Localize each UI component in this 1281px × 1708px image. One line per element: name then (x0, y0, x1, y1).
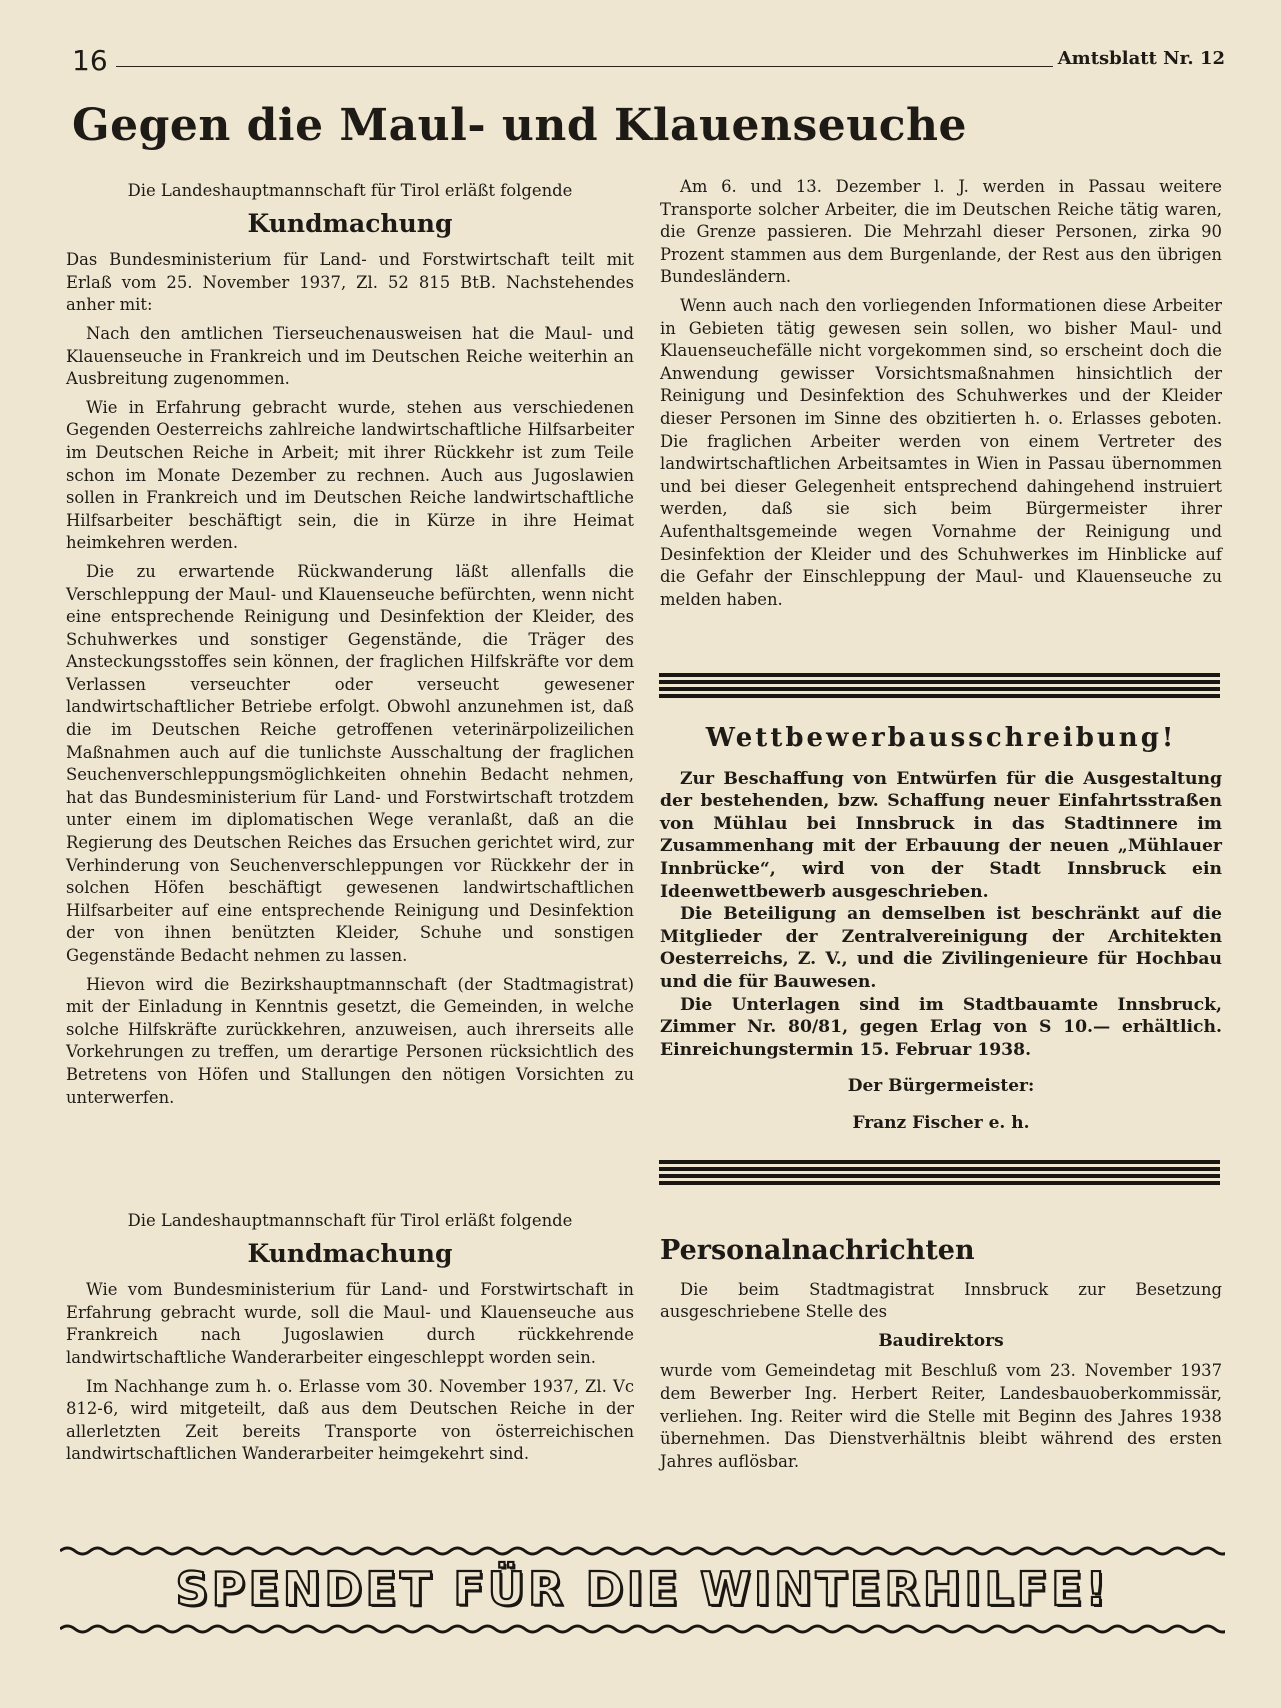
winterhilfe-banner (60, 1545, 1225, 1635)
header-rule (116, 66, 1053, 67)
signatory-name: Franz Fischer e. h. (852, 1112, 1030, 1133)
notice-1-paragraph: Die zu erwartende Rückwanderung läßt allenfalls die Verschleppung der Maul- und Klauenseuche befürchten, wenn nicht eine entsprechende Reinigung und Desinfektion der Kleider, des Schuhwerkes und sonstiger Gegenstände, die Träger des Ansteckungsstoffes sein können, der fraglichen Hilfskräfte vor dem Verlassen verseuchter oder verseucht gewesener landwirtschaftlicher Betriebe erfolgt. Obwohl anzunehmen ist, daß die im Deutschen Reiche getroffenen veterinärpolizeilichen Maßnahmen auch auf die tunlichste Ausschaltung der fraglichen Seuchenverschleppungsmöglichkeiten ohnehin Bedacht nehmen, hat das Bundesministerium für Land- und Forstwirtschaft trotzdem unter einem im diplomatischen Wege veranlaßt, daß an die Regierung des Deutschen Reiches das Ersuchen gerichtet wird, zur Verhinderung von Seuchenverschleppungen vor Rückkehr der in solchen Höfen beschäftigt gewesenen landwirtschaftlichen Hilfsarbeiter auf eine entsprechende Reinigung und Desinfektion der von ihnen benützten Kleider, Schuhe und sonstigen Gegenstände Bedacht nehmen zu lassen. (66, 561, 634, 965)
notice-1-intro: Die Landeshauptmannschaft für Tirol erläßt folgende (127, 181, 573, 200)
wettbewerb-bottom-rules (659, 1160, 1220, 1188)
personal-title: Personalnachrichten (660, 1235, 975, 1266)
page-number: 16 (72, 44, 108, 77)
personal-news (660, 1235, 1222, 1479)
wettbewerb-title: Wettbewerbausschreibung! (705, 723, 1177, 753)
wettbewerb-paragraph: Zur Beschaffung von Entwürfen für die Ausgestaltung der bestehenden, bzw. Schaffung neuer Einfahrtsstraßen von Mühlau bei Innsbruck in das Stadtinnere im Zusammenhang mit der Erbauung der neuen „Mühlauer Innbrücke“, wird von der Stadt Innsbruck ein Ideenwettbewerb ausgeschrieben. (660, 768, 1222, 902)
issue-label: Amtsblatt Nr. 12 (1057, 48, 1225, 69)
page-header (72, 44, 1225, 77)
continuation-paragraph: Am 6. und 13. Dezember l. J. werden in Passau weitere Transporte solcher Arbeiter, die im Deutschen Reiche tätig waren, die Grenze passieren. Die Mehrzahl dieser Personen, zirka 90 Prozent stammen aus dem Burgenlande, der Rest aus den übrigen Bundesländern. (660, 177, 1222, 287)
notice-2-paragraph: Im Nachhange zum h. o. Erlasse vom 30. November 1937, Zl. Vc 812-6, wird mitgeteilt, daß aus dem Deutschen Reiche in der allerletzten Zeit bereits Transporte von österreichischen landwirtschaftlichen Wanderarbeiter heimgekehrt sind. (66, 1376, 634, 1464)
rule-line (659, 1181, 1220, 1185)
personal-paragraph: Die beim Stadtmagistrat Innsbruck zur Besetzung ausgeschriebene Stelle des (660, 1279, 1222, 1322)
position-title: Baudirektors (878, 1330, 1004, 1351)
wettbewerb-paragraph: Die Beteiligung an demselben ist beschränkt auf die Mitglieder der Zentralvereinigung der Architekten Oesterreichs, Z. V., und die Zivilingenieure für Hochbau und die für Bauwesen. (660, 904, 1222, 992)
continuation-paragraph: Wenn auch nach den vorliegenden Informationen diese Arbeiter in Gebieten tätig gewesen sein sollen, wo bisher Maul- und Klauenseuchefälle nicht vorgekommen sind, so erscheint doch die Anwendung gewisser Vorsichtsmaßnahmen hinsichtlich der Reinigung und Desinfektion des Schuhwerkes und der Kleider dieser Personen im Sinne des obzitierten h. o. Erlasses geboten. Die fraglichen Arbeiter werden von einem Vertreter des landwirtschaftlichen Arbeitsamtes in Wien in Passau übernommen und bei dieser Gelegenheit entsprechend dahingehend instruiert werden, daß sie sich beim Bürgermeister ihrer Aufenthaltsgemeinde wegen Vornahme der Reinigung und Desinfektion der Kleider und des Schuhwerkes im Hinblicke auf die Gefahr der Einschleppung der Maul- und Klauenseuche zu melden haben. (660, 295, 1222, 609)
banner-text: SPENDET FÜR DIE WINTERHILFE! (175, 1562, 1110, 1616)
wavy-rule-top (60, 1545, 1225, 1557)
notice-2-paragraph: Wie vom Bundesministerium für Land- und Forstwirtschaft in Erfahrung gebracht wurde, soll die Maul- und Klauenseuche aus Frankreich nach Jugoslawien durch rückkehrende landwirtschaftliche Wanderarbeiter eingeschleppt worden sein. (66, 1280, 634, 1367)
wettbewerb-paragraph: Die Unterlagen sind im Stadtbauamte Innsbruck, Zimmer Nr. 80/81, gegen Erlag von S 10.— erhältlich. Einreichungstermin 15. Februar 1938. (660, 994, 1222, 1060)
notice-1 (66, 180, 634, 1115)
notice-1-paragraph: Das Bundesministerium für Land- und Forstwirtschaft teilt mit Erlaß vom 25. November 1937, Zl. 52 815 BtB. Nachstehendes anher mit: (66, 250, 634, 315)
rule-line (659, 680, 1220, 684)
wavy-rule-bottom (60, 1623, 1225, 1635)
notice-1-paragraph: Hievon wird die Bezirkshauptmannschaft (der Stadtmagistrat) mit der Einladung in Kenntnis gesetzt, die Gemeinden, in welche solche Hilfskräfte zurückkehren, anzuweisen, auch ihrerseits alle Vorkehrungen zu treffen, um derartige Personen rücksichtlich des Betretens von Höfen und Stallungen den nötigen Vorsichten zu unterwerfen. (66, 974, 634, 1107)
main-title: Gegen die Maul- und Klauenseuche (72, 100, 967, 151)
signatory-title: Der Bürgermeister: (847, 1076, 1035, 1097)
notice-1-paragraph: Wie in Erfahrung gebracht wurde, stehen aus verschiedenen Gegenden Oesterreichs zahlreiche landwirtschaftliche Hilfsarbeiter im Deutschen Reiche in Arbeit; mit ihrer Rückkehr ist zum Teile schon im Monate Dezember zu rechnen. Auch aus Jugoslawien sollen in Frankreich und im Deutschen Reiche landwirtschaftliche Hilfsarbeiter beschäftigt sein, die in Kürze in ihre Heimat heimkehren werden. (66, 397, 634, 553)
rule-line (659, 694, 1220, 698)
rule-line (659, 1160, 1220, 1164)
wettbewerb-top-rules (659, 673, 1220, 701)
rule-line (659, 687, 1220, 691)
personal-paragraph: wurde vom Gemeindetag mit Beschluß vom 23. November 1937 dem Bewerber Ing. Herbert Reiter, Landesbauoberkommissär, verliehen. Ing. Reiter wird die Stelle mit Beginn des Jahres 1938 übernehmen. Das Dienstverhältnis bleibt während des ersten Jahres auflösbar. (660, 1361, 1222, 1471)
rule-line (659, 1174, 1220, 1178)
rule-line (659, 673, 1220, 677)
notice-2-intro: Die Landeshauptmannschaft für Tirol erläßt folgende (127, 1211, 573, 1230)
wettbewerb-section (660, 723, 1222, 1135)
notice-1-heading: Kundmachung (247, 208, 453, 238)
notice-2 (66, 1210, 634, 1472)
notice-1-continuation (660, 176, 1222, 617)
rule-line (659, 1167, 1220, 1171)
notice-1-paragraph: Nach den amtlichen Tierseuchenausweisen hat die Maul- und Klauenseuche in Frankreich und im Deutschen Reiche weiterhin an Ausbreitung zugenommen. (66, 323, 634, 389)
notice-2-heading: Kundmachung (247, 1238, 453, 1268)
